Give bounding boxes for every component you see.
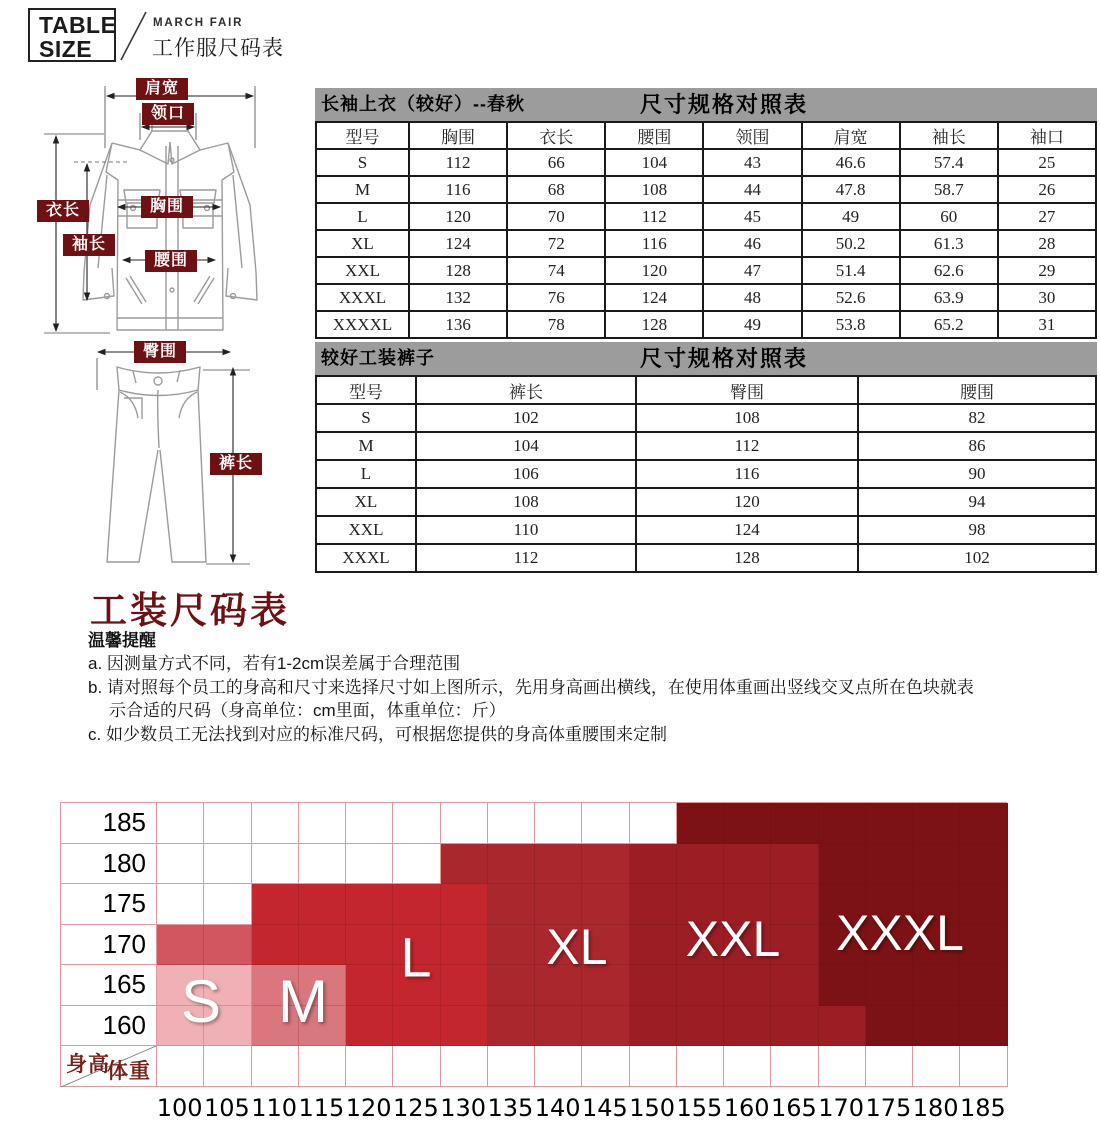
table-cell: 51.4 [802, 257, 900, 284]
heatmap-cell [630, 965, 677, 1006]
heatmap-cell [441, 925, 488, 966]
table-row [316, 432, 1096, 460]
y-axis-tick: 180 [61, 844, 157, 885]
heatmap-cell [441, 1006, 488, 1047]
table-cell: 29 [998, 257, 1096, 284]
jacket-label-collar: 领口 [142, 103, 194, 125]
table-row [316, 488, 1096, 516]
table-cell: 120 [636, 488, 858, 516]
table-row [316, 460, 1096, 488]
heatmap-cell [630, 1006, 677, 1047]
logo-line1: TABLE [39, 12, 117, 38]
heatmap-cell [630, 1046, 677, 1087]
note-a: a. 因测量方式不同，若有1-2cm误差属于合理范围 [88, 654, 461, 673]
jacket-size-table-section [315, 88, 1097, 339]
column-header: 袖口 [998, 122, 1096, 149]
table-cell: 112 [636, 432, 858, 460]
table-cell: 116 [409, 176, 507, 203]
table-cell: 128 [409, 257, 507, 284]
jacket-size-table [315, 121, 1097, 339]
table-cell: 43 [703, 149, 801, 176]
heatmap-cell [441, 844, 488, 885]
table-cell: 82 [858, 404, 1096, 432]
x-axis-tick: 105 [203, 1094, 250, 1122]
table-cell: XXL [316, 257, 409, 284]
table-cell: 62.6 [900, 257, 998, 284]
table-cell: 124 [605, 284, 703, 311]
table-cell: 66 [507, 149, 605, 176]
table-cell: 120 [409, 203, 507, 230]
note-c: c. 如少数员工无法找到对应的标准尺码，可根据您提供的身高体重腰围来定制 [88, 724, 667, 744]
table-cell: XXXL [316, 284, 409, 311]
table-cell: 26 [998, 176, 1096, 203]
pants-outline [107, 367, 206, 562]
x-axis-tick: 125 [392, 1094, 439, 1122]
column-header: 袖长 [900, 122, 998, 149]
table-row [316, 311, 1096, 338]
size-heatmap-chart [60, 802, 1007, 1122]
jacket-label-waist: 腰围 [145, 250, 197, 272]
notice-block [88, 629, 1078, 746]
heatmap-cell [913, 844, 960, 885]
table-cell: 94 [858, 488, 1096, 516]
x-axis-tick: 110 [251, 1094, 298, 1122]
heatmap-cell [535, 803, 582, 844]
table-cell: 104 [605, 149, 703, 176]
table-cell: XXL [316, 516, 416, 544]
x-axis-tick: 175 [865, 1094, 912, 1122]
heatmap-cell [252, 1046, 299, 1087]
heatmap-cell [677, 844, 724, 885]
x-axis-tick: 130 [440, 1094, 487, 1122]
table-cell: 102 [416, 404, 636, 432]
table-cell: 102 [858, 544, 1096, 572]
table-row [316, 257, 1096, 284]
x-axis-tick: 180 [912, 1094, 959, 1122]
table-cell: 27 [998, 203, 1096, 230]
zone-label-l: L [400, 925, 432, 989]
heatmap-cell [819, 1046, 866, 1087]
heatmap-cell [393, 1006, 440, 1047]
table-cell: 49 [802, 203, 900, 230]
y-axis-tick: 175 [61, 884, 157, 925]
heatmap-cell [582, 1046, 629, 1087]
heatmap-cell [441, 965, 488, 1006]
table-cell: 74 [507, 257, 605, 284]
table-cell: 124 [636, 516, 858, 544]
x-axis-tick: 160 [723, 1094, 770, 1122]
y-axis-tick: 160 [61, 1006, 157, 1047]
heatmap-cell [913, 803, 960, 844]
heatmap-cell [346, 884, 393, 925]
table-cell: 124 [409, 230, 507, 257]
heatmap-cell [771, 965, 818, 1006]
heatmap-cell [441, 803, 488, 844]
table-cell: XL [316, 488, 416, 516]
table-header-row [316, 122, 1096, 149]
axis-corner-cell [61, 1046, 157, 1087]
table-row [316, 516, 1096, 544]
heatmap-cell [866, 844, 913, 885]
table-cell: 128 [636, 544, 858, 572]
heatmap-cell [913, 965, 960, 1006]
note-b: b. 请对照每个员工的身高和尺寸来选择尺寸如上图所示，先用身高画出横线，在使用体重画出竖线交叉点所在色块就表 [88, 677, 974, 697]
heatmap-cell [346, 965, 393, 1006]
notice-title: 温馨提醒 [88, 631, 156, 650]
brand-name: MARCH FAIR [153, 17, 244, 29]
heatmap-cell [630, 844, 677, 885]
pants-label-hip: 臀围 [134, 341, 186, 363]
table-cell: 70 [507, 203, 605, 230]
table-cell: 30 [998, 284, 1096, 311]
heatmap-cell [393, 1046, 440, 1087]
heatmap-cell [299, 803, 346, 844]
heatmap-cell [819, 844, 866, 885]
table-row [316, 544, 1096, 572]
table-cell: XL [316, 230, 409, 257]
column-header: 领围 [703, 122, 801, 149]
pants-table-title: 较好工装裤子 [321, 348, 435, 368]
heatmap-cell [488, 844, 535, 885]
x-axis-tick: 185 [959, 1094, 1006, 1122]
table-cell: S [316, 149, 409, 176]
column-header: 型号 [316, 376, 416, 404]
heatmap-cell [724, 844, 771, 885]
heatmap-cell [535, 1046, 582, 1087]
heatmap-cell [960, 803, 1007, 844]
table-cell: L [316, 203, 409, 230]
heatmap-cell [204, 1046, 251, 1087]
table-row [316, 149, 1096, 176]
table-cell: M [316, 432, 416, 460]
heatmap-cell [299, 925, 346, 966]
x-axis-tick: 150 [629, 1094, 676, 1122]
table-cell: 110 [416, 516, 636, 544]
heatmap-cell [677, 1006, 724, 1047]
heatmap-cell [960, 1006, 1007, 1047]
heatmap-cell [488, 803, 535, 844]
heatmap-cell [630, 925, 677, 966]
heatmap-cell [724, 1006, 771, 1047]
column-header: 腰围 [605, 122, 703, 149]
table-row [316, 176, 1096, 203]
heatmap-cell [441, 1046, 488, 1087]
heatmap-cell [819, 965, 866, 1006]
table-cell: 78 [507, 311, 605, 338]
heatmap-cell [866, 1006, 913, 1047]
table-cell: 53.8 [802, 311, 900, 338]
heatmap-cell [960, 925, 1007, 966]
jacket-table-title: 长袖上衣（较好）--春秋 [321, 94, 525, 114]
heatmap-cell [346, 844, 393, 885]
y-axis-tick: 170 [61, 925, 157, 966]
table-cell: 63.9 [900, 284, 998, 311]
jacket-label-shoulder: 肩宽 [136, 78, 188, 100]
note-b-continued: 示合适的尺码（身高单位：cm里面，体重单位：斤） [109, 701, 506, 720]
heatmap-cell [960, 965, 1007, 1006]
heatmap-cell [535, 1006, 582, 1047]
heatmap-cell [771, 1006, 818, 1047]
x-axis-tick: 170 [818, 1094, 865, 1122]
table-cell: 72 [507, 230, 605, 257]
heatmap-cell [346, 1046, 393, 1087]
heatmap-cell [393, 844, 440, 885]
table-cell: 57.4 [900, 149, 998, 176]
table-cell: 49 [703, 311, 801, 338]
heatmap-cell [252, 925, 299, 966]
table-cell: L [316, 460, 416, 488]
heatmap-cell [771, 1046, 818, 1087]
table-cell: 46 [703, 230, 801, 257]
heatmap-cell [535, 844, 582, 885]
zone-label-xxxl: XXXL [836, 905, 964, 962]
heatmap-cell [630, 884, 677, 925]
jacket-outline [83, 120, 257, 330]
page-subtitle: 工作服尺码表 [152, 37, 284, 60]
column-header: 肩宽 [802, 122, 900, 149]
table-cell: 108 [416, 488, 636, 516]
table-cell: 104 [416, 432, 636, 460]
table-cell: 48 [703, 284, 801, 311]
table-cell: 47.8 [802, 176, 900, 203]
table-cell: 90 [858, 460, 1096, 488]
heatmap-cell [488, 1046, 535, 1087]
table-cell: 112 [416, 544, 636, 572]
x-axis-tick: 165 [770, 1094, 817, 1122]
table-row [316, 284, 1096, 311]
x-axis-tick: 100 [156, 1094, 203, 1122]
heatmap-cell [960, 844, 1007, 885]
heatmap-cell [346, 925, 393, 966]
y-axis-title: 身高 [66, 1053, 110, 1076]
table-cell: 106 [416, 460, 636, 488]
table-cell: 128 [605, 311, 703, 338]
pants-size-table-section [315, 342, 1097, 573]
heatmap-cell [771, 803, 818, 844]
heatmap-cell [299, 1046, 346, 1087]
table-cell: 50.2 [802, 230, 900, 257]
heatmap-cell [252, 884, 299, 925]
column-header: 臀围 [636, 376, 858, 404]
heatmap-cell [913, 1006, 960, 1047]
column-header: 腰围 [858, 376, 1096, 404]
heatmap-cell [393, 803, 440, 844]
x-axis-tick: 120 [345, 1094, 392, 1122]
table-cell: 108 [636, 404, 858, 432]
heatmap-cell [346, 1006, 393, 1047]
pants-size-table [315, 375, 1097, 573]
heatmap-cell [393, 884, 440, 925]
y-axis-tick: 185 [61, 803, 157, 844]
column-header: 裤长 [416, 376, 636, 404]
table-cell: 86 [858, 432, 1096, 460]
table-cell: 47 [703, 257, 801, 284]
y-axis-tick: 165 [61, 965, 157, 1006]
table-cell: S [316, 404, 416, 432]
heatmap-cell [488, 1006, 535, 1047]
heatmap-cell [582, 1006, 629, 1047]
jacket-label-chest: 胸围 [141, 196, 193, 218]
heatmap-cell [724, 803, 771, 844]
heatmap-cell [819, 803, 866, 844]
table-cell: 60 [900, 203, 998, 230]
table-cell: 98 [858, 516, 1096, 544]
heatmap-cell [157, 884, 204, 925]
heatmap-cell [157, 803, 204, 844]
heatmap-cell [771, 844, 818, 885]
x-axis-ticks [156, 1094, 1007, 1122]
table-row [316, 230, 1096, 257]
jacket-label-sleeve: 袖长 [63, 234, 115, 256]
column-header: 型号 [316, 122, 409, 149]
heatmap-cell [960, 1046, 1007, 1087]
heatmap-cell [157, 844, 204, 885]
heatmap-cell [204, 803, 251, 844]
pants-label-length: 裤长 [210, 453, 262, 475]
table-cell: 28 [998, 230, 1096, 257]
table-header-row [316, 376, 1096, 404]
heatmap-cell [346, 803, 393, 844]
table-cell: 44 [703, 176, 801, 203]
heatmap-cell [677, 1046, 724, 1087]
heatmap-cell [677, 965, 724, 1006]
table-cell: 112 [605, 203, 703, 230]
jacket-table-header-band [315, 88, 1097, 121]
heatmap-cell [913, 1046, 960, 1087]
table-cell: M [316, 176, 409, 203]
heatmap-cell [299, 844, 346, 885]
x-axis-tick: 145 [581, 1094, 628, 1122]
table-cell: 116 [605, 230, 703, 257]
table-cell: XXXL [316, 544, 416, 572]
table-cell: 68 [507, 176, 605, 203]
heatmap-cell [252, 844, 299, 885]
heatmap-cell [488, 965, 535, 1006]
logo-line2: SIZE [39, 36, 93, 62]
zone-label-m: M [278, 968, 328, 1036]
table-cell: 61.3 [900, 230, 998, 257]
heatmap-cell [724, 1046, 771, 1087]
heatmap-cell [819, 1006, 866, 1047]
table-cell: 136 [409, 311, 507, 338]
x-axis-tick: 140 [534, 1094, 581, 1122]
table-cell: 25 [998, 149, 1096, 176]
heatmap-cell [866, 1046, 913, 1087]
table-cell: 120 [605, 257, 703, 284]
table-cell: 45 [703, 203, 801, 230]
table-cell: 116 [636, 460, 858, 488]
pants-table-header-band [315, 342, 1097, 375]
table-cell: 112 [409, 149, 507, 176]
heatmap-cell [204, 925, 251, 966]
heatmap-cell [677, 803, 724, 844]
heatmap-cell [441, 884, 488, 925]
heatmap-cell [157, 925, 204, 966]
table-cell: 31 [998, 311, 1096, 338]
heatmap-cell [488, 925, 535, 966]
x-axis-tick: 115 [298, 1094, 345, 1122]
column-header: 胸围 [409, 122, 507, 149]
zone-label-s: S [180, 968, 222, 1036]
x-axis-title: 体重 [107, 1060, 151, 1083]
heatmap-cell [582, 803, 629, 844]
table-cell: 65.2 [900, 311, 998, 338]
heatmap-cell [866, 965, 913, 1006]
table-cell: 46.6 [802, 149, 900, 176]
table-cell: XXXXL [316, 311, 409, 338]
heatmap-cell [960, 884, 1007, 925]
table-cell: 76 [507, 284, 605, 311]
heatmap-cell [204, 844, 251, 885]
heatmap-cell [582, 844, 629, 885]
heatmap-cell [630, 803, 677, 844]
x-axis-tick: 135 [487, 1094, 534, 1122]
heatmap-cell [204, 884, 251, 925]
column-header: 衣长 [507, 122, 605, 149]
jacket-label-length: 衣长 [37, 200, 89, 222]
heatmap-cell [866, 803, 913, 844]
zone-label-xxl: XXL [685, 911, 781, 968]
table-cell: 52.6 [802, 284, 900, 311]
zone-label-xl: XL [546, 919, 608, 976]
heatmap-cell [252, 803, 299, 844]
heatmap-cell [299, 884, 346, 925]
section-heading: 工装尺码表 [90, 590, 290, 631]
table-cell: 108 [605, 176, 703, 203]
heatmap-cell [157, 1046, 204, 1087]
table-row [316, 404, 1096, 432]
heatmap-cell [488, 884, 535, 925]
jacket-table-subtitle: 尺寸规格对照表 [640, 92, 809, 117]
table-cell: 58.7 [900, 176, 998, 203]
table-row [316, 203, 1096, 230]
x-axis-tick: 155 [676, 1094, 723, 1122]
table-cell: 132 [409, 284, 507, 311]
heatmap-cell [724, 965, 771, 1006]
pants-table-subtitle: 尺寸规格对照表 [640, 346, 809, 371]
